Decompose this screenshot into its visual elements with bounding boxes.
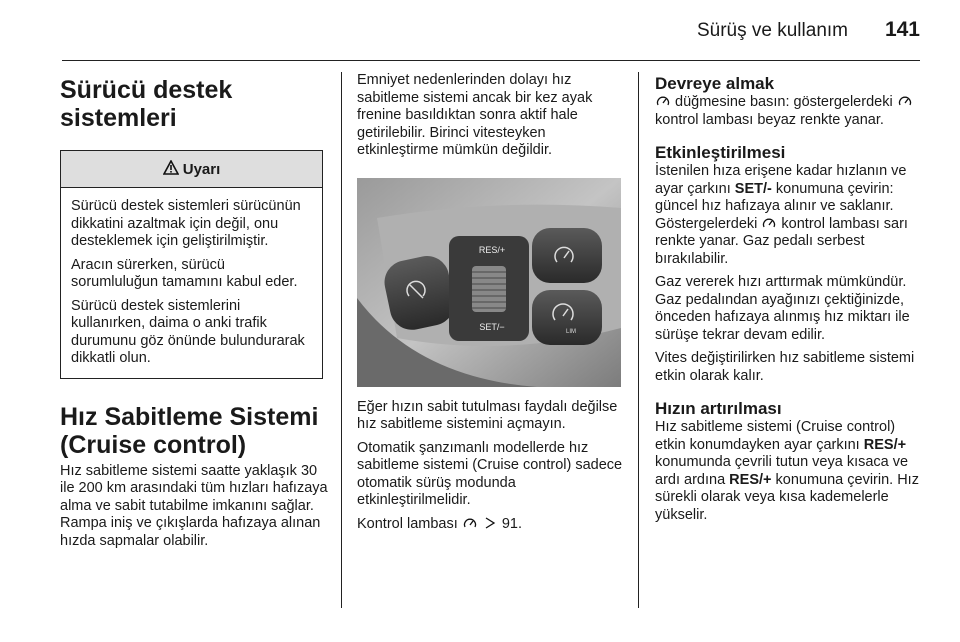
column-3 bbox=[655, 72, 927, 524]
page-reference-icon bbox=[483, 517, 497, 529]
page-header bbox=[62, 18, 920, 48]
column-divider bbox=[638, 72, 639, 608]
warning-paragraph: Aracın sürerken, sürücü sorumluluğun tamamını kabul eder. bbox=[71, 256, 298, 290]
paragraph: düğmesine basın: göstergelerdeki kontrol lambası beyaz renkte yanar. bbox=[655, 94, 927, 129]
paragraph: Eğer hızın sabit tutulması faydalı değilse hız sabitleme sistemini açmayın. bbox=[357, 398, 618, 432]
column-2 bbox=[357, 72, 625, 533]
paragraph: Otomatik şanzımanlı modellerde hız sabitleme sistemi (Cruise control) sadece otomatik sürüş modunda etkinleştirilmelidir. bbox=[357, 439, 623, 508]
cruise-lamp-icon bbox=[898, 95, 912, 107]
limiter-button bbox=[532, 290, 602, 345]
set-label: SET/− bbox=[479, 321, 505, 332]
column-divider bbox=[341, 72, 342, 608]
chapter-heading: Sürücü destek sistemleri bbox=[60, 76, 233, 132]
column-1 bbox=[60, 72, 328, 550]
cruise-lamp-icon bbox=[762, 217, 776, 229]
warning-paragraph: Sürücü destek sistemleri sürücünün dikkatini azaltmak için değil, onu desteklemek için geliştirilmiştir. bbox=[71, 198, 301, 249]
paragraph: Vites değiştirilirken hız sabitleme sistemi etkin olarak kalır. bbox=[655, 350, 915, 384]
section-text: Hız sabitleme sistemi saatte yaklaşık 30 ile 200 km arasındaki tüm hızları hafızaya alma ve sabit tutabilme imkanını sağlar. Rampa iniş ve çıkışlarda hafızaya alınan hızda sapmalar olabilir. bbox=[60, 462, 328, 549]
warning-triangle-icon bbox=[163, 160, 179, 179]
paragraph: Hız sabitleme sistemi (Cruise control) etkin konumdayken ayar çarkını RES/+ konumunda çevrili tutun veya kısaca ve ardı ardına RES/+ konumuna çevirin. Hız sürekli olarak veya kısa kademelerle yükselir. bbox=[655, 419, 919, 523]
subheading: Etkinleştirilmesi bbox=[655, 143, 786, 162]
page-number: 141 bbox=[884, 18, 920, 41]
lim-label: LIM bbox=[565, 328, 577, 335]
cruise-lamp-icon bbox=[463, 517, 477, 529]
subheading: Hızın artırılması bbox=[655, 399, 782, 418]
header-title: Sürüş ve kullanım bbox=[696, 20, 848, 41]
warning-label: Uyarı bbox=[182, 160, 221, 178]
thumbwheel bbox=[472, 266, 506, 312]
section-heading: Hız Sabitleme Sistemi (Cruise control) bbox=[60, 402, 319, 459]
res-label: RES/+ bbox=[478, 244, 506, 255]
warning-header bbox=[61, 151, 322, 188]
paragraph: Emniyet nedenlerinden dolayı hız sabitleme sistemi ancak bir kez ayak frenine basıldıktan sonra aktif hale getirilebilir. Birinci vitesteyken etkinleştirme mümkün değildir. bbox=[357, 72, 593, 158]
warning-box bbox=[60, 150, 323, 379]
cruise-on-button bbox=[532, 228, 602, 283]
cruise-button-icon bbox=[656, 95, 670, 107]
warning-paragraph: Sürücü destek sistemlerini kullanırken, daima o anki trafik durumunu göz önünde bulundurarak dikkatli olun. bbox=[71, 297, 305, 366]
header-rule bbox=[62, 60, 920, 61]
steering-wheel-controls-photo bbox=[357, 178, 621, 387]
paragraph: Kontrol lambası 91. bbox=[357, 515, 523, 532]
subheading: Devreye almak bbox=[655, 74, 775, 93]
paragraph: Gaz vererek hızı arttırmak mümkündür. Gaz pedalından ayağınızı çektiğinizde, önceden hafızaya alınmış hız miktarı ile sürüşe tekrar devam edilir. bbox=[655, 274, 910, 343]
warning-body bbox=[61, 188, 322, 378]
paragraph: İstenilen hıza erişene kadar hızlanın ve ayar çarkını SET/- konumuna çevirin: güncel hız hafızaya alınır ve saklanır. Göstergelerdeki kontrol lambası sarı renkte yanar. Gaz pedalı serbest bırakılabilir. bbox=[655, 163, 908, 267]
